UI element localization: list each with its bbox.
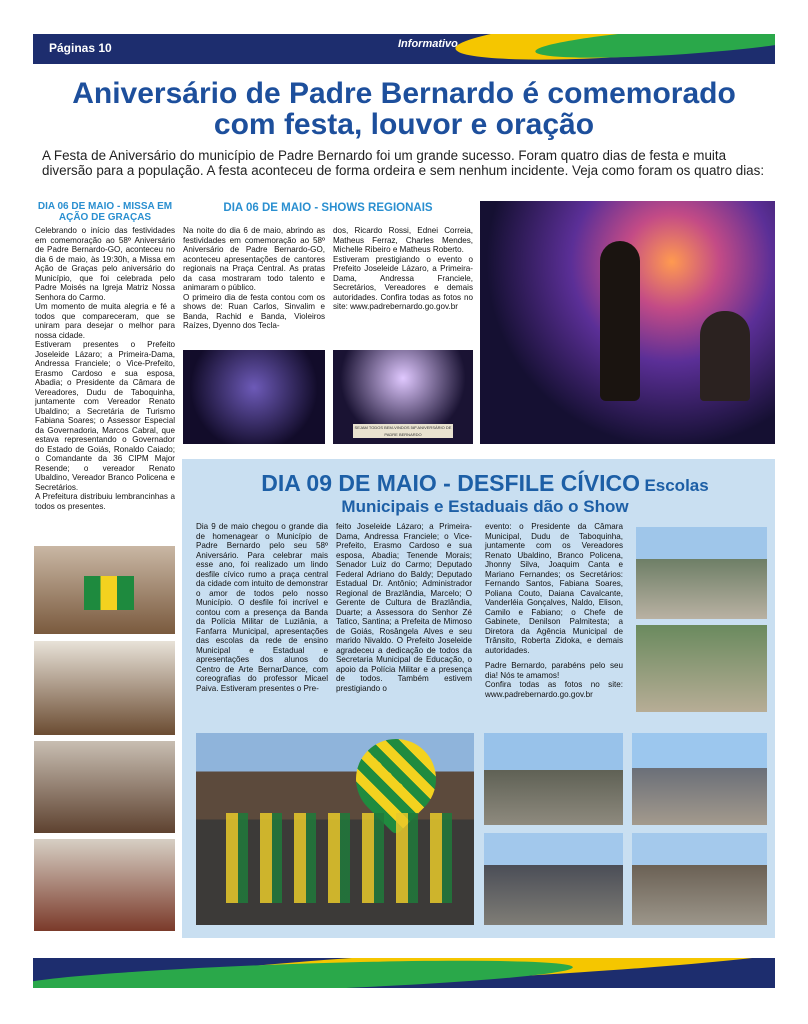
shows-photo-1 bbox=[183, 350, 325, 444]
desfile-col-1: Dia 9 de maio chegou o grande dia de homenagear o Município de Padre Bernardo pelo seu 58º Aniversário. Para celebrar mais esse ano, foi realizado um lindo desfile cívico rumo a praça central da cidade com intuito de demonstrar o amor de todos pelo nosso Município. O desfile foi incrível e contou com a presença da Banda da Polícia Militar de Luziânia, a Fanfarra Municipal, apresentações das escolas da rede de ensino Municipal e Estadual e apresentações dos alunos do Centro de Arte BernarDance, com coreografias do professor Micael Paiva. Estiveram presentes o Pre- bbox=[196, 522, 328, 693]
shows-paragraph: O primeiro dia de festa contou com os shows de: Ruan Carlos, Sinvalim e Banda, Rachid e Banda, Violeiros Raízes, Dyenno dos Tecla- bbox=[183, 292, 325, 330]
missa-paragraph: A Prefeitura distribuiu lembrancinhas a todos os presentes. bbox=[35, 492, 175, 511]
desfile-photo-4 bbox=[632, 733, 767, 825]
shows-heading: DIA 06 DE MAIO - SHOWS REGIONAIS bbox=[223, 202, 433, 214]
headline bbox=[30, 78, 778, 140]
desfile-subheading: Municipais e Estaduais dão o Show bbox=[341, 497, 629, 516]
shows-main-photo bbox=[480, 201, 775, 444]
missa-photo-3 bbox=[34, 741, 175, 833]
desfile-paragraph: evento: o Presidente da Câmara Municipal, Dudu de Taboquinha, juntamente com os Vereadores Renato Ubaldino, Branco Policena, Jhonny Silva, Joaquim Canta e Mariano Fernandes; os Secretários: Fernando Santos, Fabiana Soares, Poliana Couto, Daiana Cavalcante, Vanderléia Gonçalves, Naldo, Elison, Camilo e Fabiano; o Chefe de Gabinete, Denilson Palmitesta; a Diretora da Agência Municipal de Trânsito, Roberta Zidoka, e demais autoridades. bbox=[485, 522, 623, 655]
desfile-heading-suffix: Escolas bbox=[644, 476, 709, 495]
desfile-col-3 bbox=[485, 522, 623, 699]
desfile-photo-5 bbox=[484, 833, 623, 925]
desfile-heading-main: DIA 09 DE MAIO - DESFILE CÍVICO bbox=[261, 470, 640, 496]
flag-shape bbox=[84, 576, 134, 610]
section-label: Informativo bbox=[398, 38, 458, 50]
desfile-paragraph: Confira todas as fotos no site: www.padrebernardo.go.gov.br bbox=[485, 680, 623, 699]
shows-paragraph: dos, Ricardo Rossi, Ednei Correia, Matheus Ferraz, Charles Mendes, Michelle Ribeiro e Matheus Roberto. bbox=[333, 226, 473, 254]
page-number: Páginas 10 bbox=[49, 41, 112, 55]
missa-paragraph: Um momento de muita alegria e fé a todos que compareceram, que se uniram para desejar o melhor para nossa cidade. bbox=[35, 302, 175, 340]
missa-photo-2 bbox=[34, 641, 175, 735]
shows-paragraph: Estiveram prestigiando o evento o Prefeito Joseleide Lázaro, a Primeira-Dama, Andressa Franciele, Secretários, Vereadores e demais autoridades. Confira todas as fotos no site: www.padrebernardo.go.gov.br bbox=[333, 254, 473, 311]
missa-photo-1 bbox=[34, 546, 175, 634]
missa-photo-4 bbox=[34, 839, 175, 931]
desfile-photo-6 bbox=[632, 833, 767, 925]
intro-paragraph: A Festa de Aniversário do município de Padre Bernardo foi um grande sucesso. Foram quatro dias de festa e muita diversão para a população. A festa aconteceu de forma ordeira e sem nenhum incidente. Veja como foram os quatro dias: bbox=[42, 148, 765, 178]
page-footer-band bbox=[33, 958, 775, 988]
stage-banner: SEJAM TODOS BEM-VINDOS 58º ANIVERSÁRIO DE PADRE BERNARDO bbox=[354, 425, 452, 437]
singer-silhouette bbox=[600, 241, 640, 401]
guitarist-silhouette bbox=[700, 311, 750, 401]
desfile-col-2: feito Joseleide Lázaro; a Primeira-Dama, Andressa Franciele; o Vice-Prefeito, Erasmo Cardoso e sua esposa, Abadia; Tenende Morais; Senador Luiz do Carmo; Deputado Federal Adriano do Baldy; Deputado Estadual Dr. Antônio; Administrador Regional de Brazlândia, Marcelo; O Gerente de Cultura de Brazlândia, Duarte; a Assessora do Senhor Zé Tatico, Santina; a Prefeita de Mimoso de Goiás, Rosângela Alves e seu marido Nivaldo. O Prefeito Joseleide agradeceu a dedicação de todos da Secretaria Municipal de Educação, o apoio da Polícia Militar e a presença de todos. Também estivem prestigiando o bbox=[336, 522, 472, 693]
shows-paragraph: Na noite do dia 6 de maio, abrindo as festividades em comemoração ao 58º Aniversário de Padre Bernardo-GO, aconteceu apresentações de cantores regionais na Praça Central. As pratas da casa mostraram todo talento e animaram o público. bbox=[183, 226, 325, 292]
shows-col-1 bbox=[183, 226, 325, 331]
desfile-heading bbox=[195, 470, 775, 517]
missa-paragraph: Celebrando o início das festividades em comemoração ao 58º Aniversário de Padre Bernardo-GO, aconteceu no dia 6 de maio, às 19:30h, a Missa em Ação de Graças pelo aniversário do Município, que foi celebrada pelo Padre Moisés na Igreja Matriz Nossa Senhora do Carmo. bbox=[35, 226, 175, 302]
desfile-photo-1 bbox=[636, 527, 767, 619]
dancers-shape bbox=[226, 813, 456, 903]
shows-photo-2 bbox=[333, 350, 473, 444]
missa-text bbox=[35, 226, 175, 511]
desfile-paragraph: Padre Bernardo, parabéns pelo seu dia! Nós te amamos! bbox=[485, 661, 623, 680]
desfile-main-photo bbox=[196, 733, 474, 925]
missa-paragraph: Estiveram presentes o Prefeito Joseleide Lázaro; a Primeira-Dama, Andressa Franciele; o Vice-Prefeito, Erasmo Cardoso e sua esposa, Abadia; o Presidente da Câmara de Vereadores, Dudu de Taboquinha, juntamente com Vereador Renato Ubaldino; a Secretária de Turismo Fabiana Soares; o Assessor Especial da Governadoria, Marcos Cabral, que estava representando o Governador do Estado de Goiás, Ronaldo Caiado; o Comandante da 36 CIPM Major Resende; o vereador Renato Ubaldino, Vereador Branco Policena e Secretários. bbox=[35, 340, 175, 492]
headline-line-1: Aniversário de Padre Bernardo é comemorado bbox=[72, 77, 736, 110]
desfile-photo-3 bbox=[484, 733, 623, 825]
desfile-photo-2 bbox=[636, 625, 767, 712]
page-header-band bbox=[33, 34, 775, 64]
headline-line-2: com festa, louvor e oração bbox=[213, 108, 595, 141]
missa-heading: DIA 06 DE MAIO - MISSA EM AÇÃO DE GRAÇAS bbox=[37, 201, 173, 223]
shows-col-2 bbox=[333, 226, 473, 312]
